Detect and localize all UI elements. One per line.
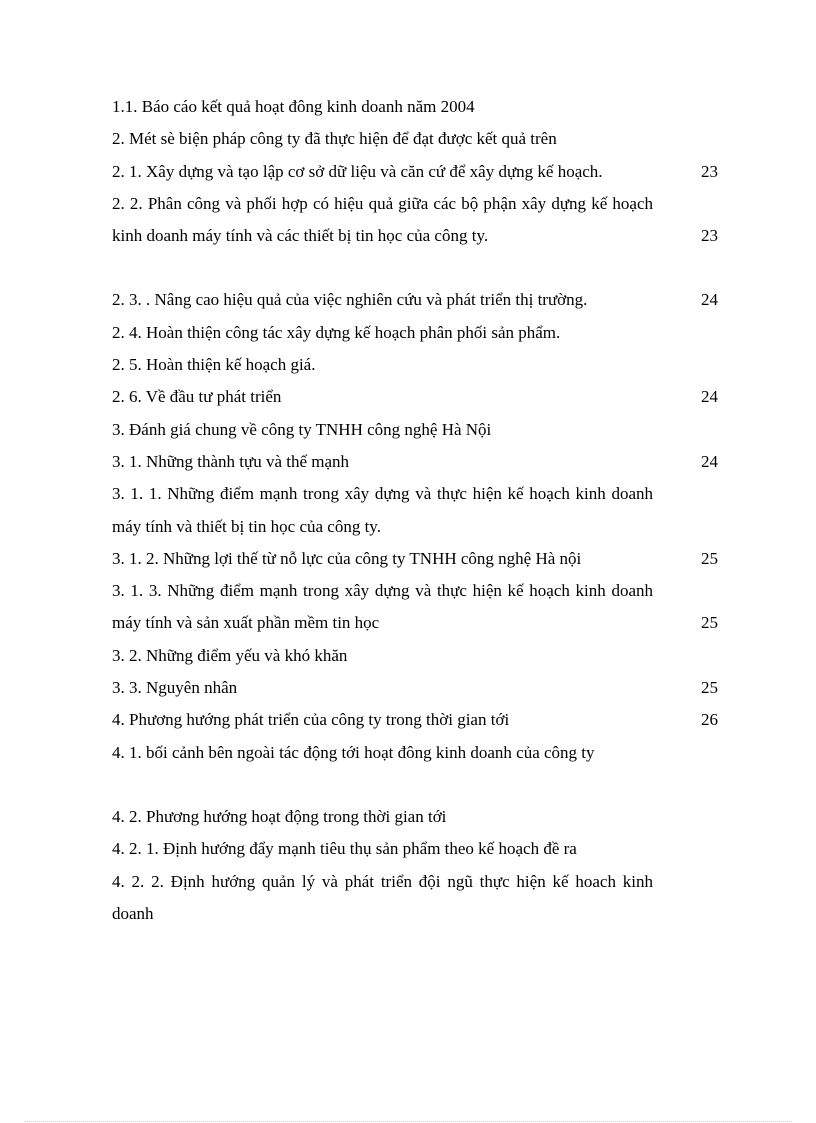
toc-entry-text: 3. Đánh giá chung về công ty TNHH công nghệ Hà Nội bbox=[112, 419, 492, 439]
toc-entry[interactable] bbox=[112, 801, 718, 833]
toc-entry[interactable] bbox=[112, 284, 718, 316]
toc-entry-text: 3. 1. 1. Những điểm mạnh trong xây dựng và thực hiện kế hoạch kinh doanh máy tính và thiết bị tin học của công ty. bbox=[112, 484, 653, 536]
toc-entry-page: 24 bbox=[701, 451, 718, 471]
toc-entry[interactable] bbox=[112, 91, 718, 123]
toc-entry-text: 2. 2. Phân công và phối hợp có hiệu quả giữa các bộ phận xây dựng kế hoạch kinh doanh máy tính và các thiết bị tin học của công ty. bbox=[112, 193, 653, 246]
toc-entry-page: 26 bbox=[701, 710, 718, 730]
page-bottom-divider bbox=[24, 1121, 792, 1122]
toc-entry-text: 1.1. Báo cáo kết quả hoạt đông kinh doanh năm 2004 bbox=[112, 97, 475, 116]
toc-entry[interactable] bbox=[112, 704, 718, 736]
toc-entry[interactable] bbox=[112, 317, 718, 349]
toc-entry-text: 3. 2. Những điểm yếu và khó khăn bbox=[112, 645, 348, 665]
toc-entry-text: 3. 1. 3. Những điểm mạnh trong xây dựng và thực hiện kế hoạch kinh doanh máy tính và sản xuất phần mềm tin học bbox=[112, 581, 653, 633]
toc-entry-text: 2. 5. Hoàn thiện kế hoạch giá. bbox=[112, 355, 316, 375]
toc-entry-page: 25 bbox=[701, 678, 718, 698]
toc-entry-text: 3. 1. Những thành tựu và thế mạnh bbox=[112, 451, 350, 471]
toc-entry[interactable] bbox=[112, 188, 718, 253]
toc-entry[interactable] bbox=[112, 414, 718, 446]
toc-entry-page: 24 bbox=[701, 290, 718, 310]
toc-entry-page: 24 bbox=[701, 387, 718, 407]
toc-entry-text: 2. 4. Hoàn thiện công tác xây dựng kế hoạch phân phối sản phẩm. bbox=[112, 322, 561, 342]
toc-entry-text: 2. 3. . Nâng cao hiệu quả của việc nghiên cứu và phát triển thị trường. bbox=[112, 290, 588, 310]
toc-entry-page: 23 bbox=[701, 226, 718, 246]
toc-entry-page: 23 bbox=[701, 161, 718, 181]
toc-entry[interactable] bbox=[112, 672, 718, 704]
toc-entry-page: 25 bbox=[701, 548, 718, 568]
toc-entry[interactable] bbox=[112, 478, 718, 543]
toc-entry-text: 2. 6. Về đầu tư phát triển bbox=[112, 387, 282, 407]
toc-entry[interactable] bbox=[112, 575, 718, 640]
toc-entry-text: 4. Phương hướng phát triển của công ty trong thời gian tới bbox=[112, 710, 510, 730]
toc-entry[interactable] bbox=[112, 640, 718, 672]
toc-entry[interactable] bbox=[112, 446, 718, 478]
toc-entry[interactable] bbox=[112, 381, 718, 413]
toc-entry[interactable] bbox=[112, 156, 718, 188]
toc-entry-text: 3. 3. Nguyên nhân bbox=[112, 678, 238, 698]
toc-entry[interactable] bbox=[112, 123, 718, 155]
toc-entry[interactable] bbox=[112, 866, 718, 931]
table-of-contents bbox=[112, 91, 718, 930]
toc-entry[interactable] bbox=[112, 833, 718, 865]
toc-entry-text: 2. 1. Xây dựng và tạo lập cơ sở dữ liệu và căn cứ để xây dựng kế hoạch. bbox=[112, 161, 603, 181]
toc-entry-page: 25 bbox=[701, 613, 718, 633]
toc-entry[interactable] bbox=[112, 737, 718, 769]
toc-entry-text: 3. 1. 2. Những lợi thế từ nỗ lực của công ty TNHH công nghệ Hà nội bbox=[112, 548, 582, 568]
toc-entry-text: 4. 2. Phương hướng hoạt động trong thời gian tới bbox=[112, 806, 447, 826]
toc-entry-text: 4. 2. 1. Định hướng đẩy mạnh tiêu thụ sản phẩm theo kế hoạch đề ra bbox=[112, 839, 577, 859]
toc-entry-text: 4. 2. 2. Định hướng quản lý và phát triển đội ngũ thực hiện kế hoach kinh doanh bbox=[112, 871, 653, 923]
toc-entry[interactable] bbox=[112, 543, 718, 575]
toc-entry-text: 4. 1. bối cảnh bên ngoài tác động tới hoạt đông kinh doanh của công ty bbox=[112, 742, 595, 762]
toc-entry-text: 2. Mét sè biện pháp công ty đã thực hiện để đạt được kết quả trên bbox=[112, 129, 557, 149]
toc-entry[interactable] bbox=[112, 349, 718, 381]
